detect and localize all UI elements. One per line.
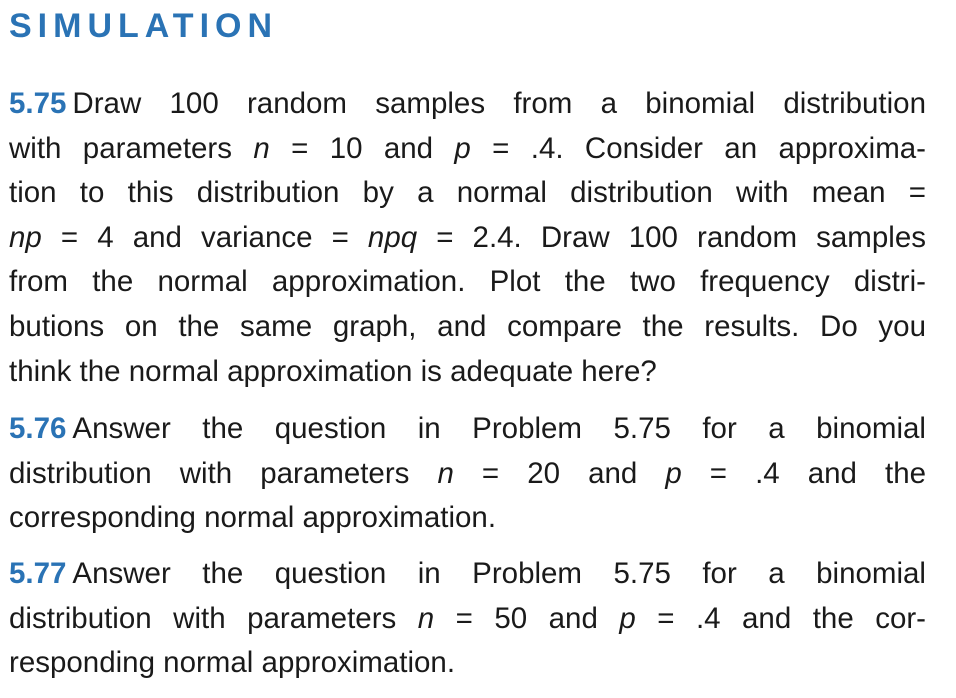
problem-line: [9, 407, 926, 452]
problem-5-77: [9, 552, 926, 686]
problem-number: 5.75: [9, 87, 67, 120]
problem-text: Draw 100 random samples from a binomial distribution: [72, 87, 926, 120]
problem-line: distribution with parameters n = 50 and p = .4 and the cor-: [9, 601, 927, 635]
problem-line: from the normal approximation. Plot the two frequency distri-: [9, 265, 926, 299]
problem-line: np = 4 and variance = npq = 2.4. Draw 100 random samples: [9, 220, 926, 254]
section-title: SIMULATION: [9, 7, 279, 45]
problem-line: corresponding normal approximation.: [9, 501, 497, 535]
problem-number: 5.76: [9, 412, 67, 445]
problem-line: [9, 82, 926, 127]
problem-number: 5.77: [9, 557, 67, 590]
problem-line: think the normal approximation is adequate here?: [9, 354, 657, 388]
problem-line: responding normal approximation.: [9, 646, 456, 680]
problem-line: with parameters n = 10 and p = .4. Consider an approxima-: [9, 131, 927, 165]
problem-line: butions on the same graph, and compare the results. Do you: [9, 309, 926, 343]
problem-line: tion to this distribution by a normal distribution with mean =: [9, 176, 926, 210]
problem-text: Answer the question in Problem 5.75 for a binomial: [72, 557, 926, 590]
problem-5-76: [9, 407, 926, 541]
problem-line: distribution with parameters n = 20 and p = .4 and the: [9, 456, 927, 490]
problem-line: [9, 552, 926, 597]
problem-5-75: [9, 82, 926, 394]
problem-text: Answer the question in Problem 5.75 for a binomial: [72, 412, 926, 445]
